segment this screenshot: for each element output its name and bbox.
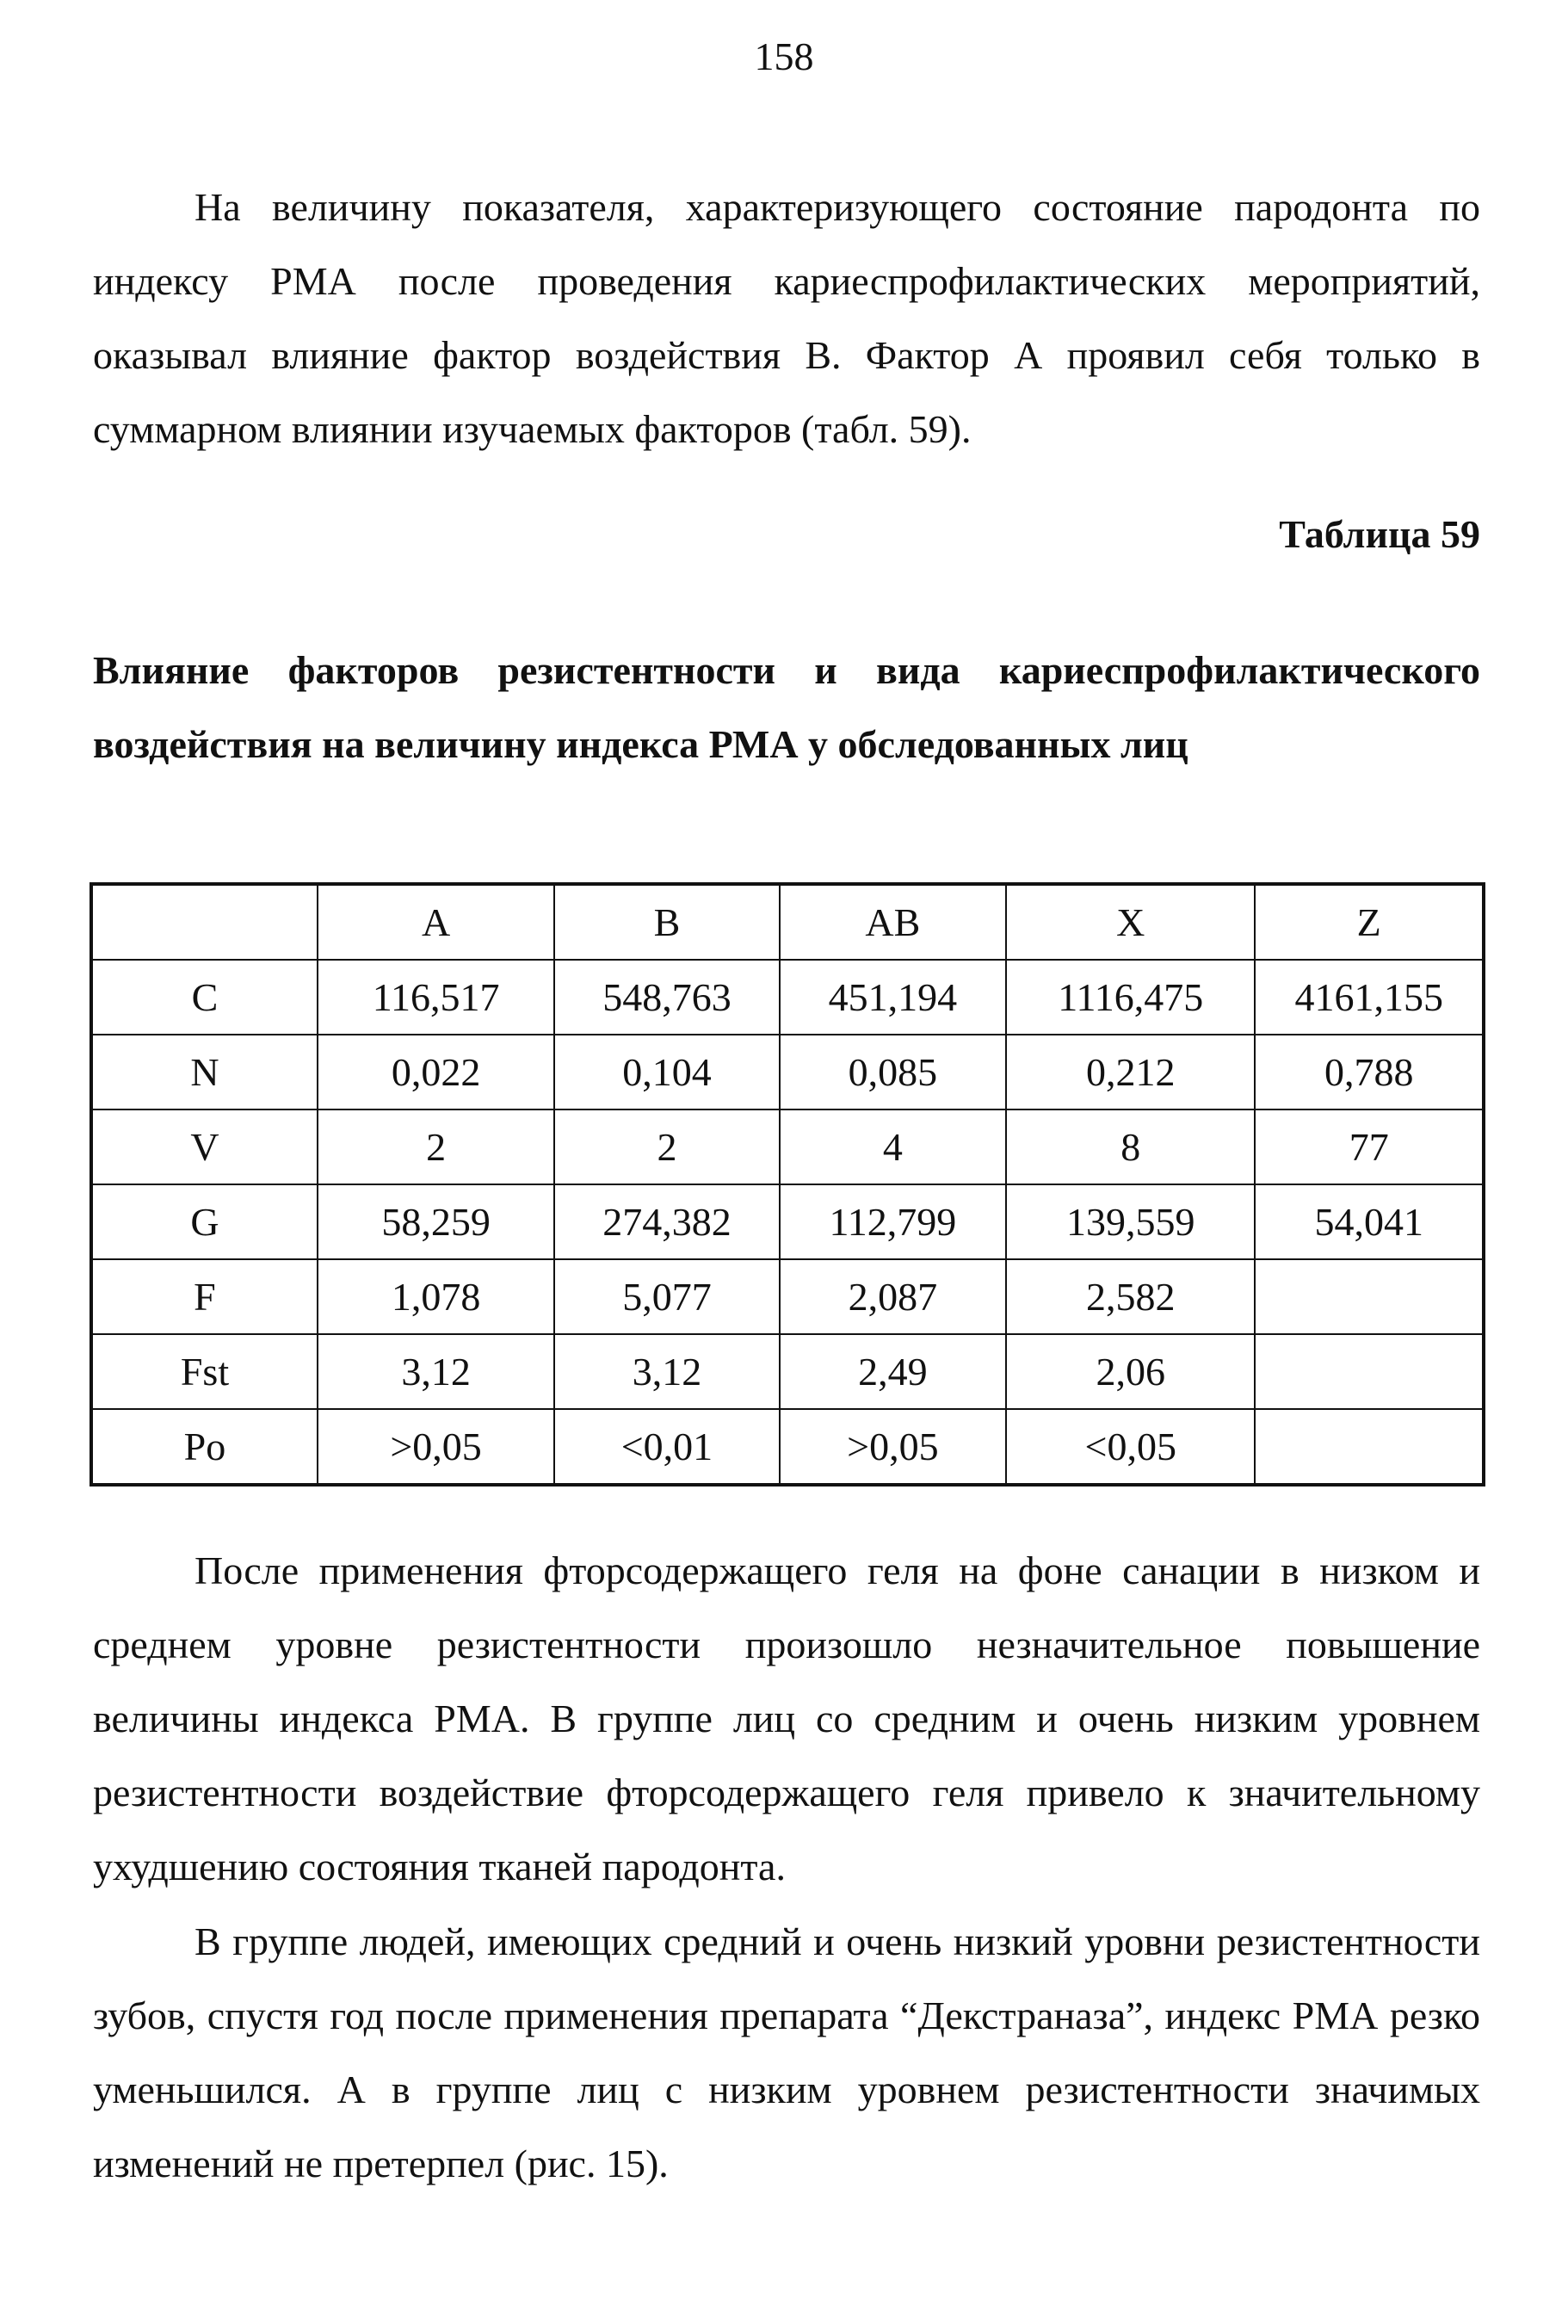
table-row: [91, 1259, 1484, 1334]
table-cell: <0,05: [1006, 1409, 1255, 1485]
table-row: [91, 1109, 1484, 1184]
table-cell: 58,259: [318, 1184, 554, 1259]
table-cell: 0,788: [1255, 1035, 1484, 1109]
table-cell: <0,01: [554, 1409, 779, 1485]
table-header-cell: [91, 884, 318, 960]
paragraph-intro: На величину показателя, характеризующего состояние пародонта по индексу РМА после проведения кариеспрофилактических мероприятий, оказывал влияние фактор воздействия В. Фактор А проявил себя только в суммарном влиянии изучаемых факторов (табл. 59).: [93, 185, 1480, 451]
table-cell: 2: [554, 1109, 779, 1184]
table-row: [91, 1035, 1484, 1109]
table-cell: 2,087: [780, 1259, 1006, 1334]
table-cell: 112,799: [780, 1184, 1006, 1259]
table-row-label: F: [91, 1259, 318, 1334]
table-cell: 139,559: [1006, 1184, 1255, 1259]
table-cell: 5,077: [554, 1259, 779, 1334]
table-cell: 8: [1006, 1109, 1255, 1184]
data-table: [90, 882, 1485, 1486]
table-header-cell: X: [1006, 884, 1255, 960]
table-row-label: V: [91, 1109, 318, 1184]
table-cell: >0,05: [780, 1409, 1006, 1485]
table-label: Таблица 59: [1279, 512, 1480, 556]
table-row: [91, 1184, 1484, 1259]
table-cell: 2,582: [1006, 1259, 1255, 1334]
table-cell: [1255, 1409, 1484, 1485]
table-cell: 77: [1255, 1109, 1484, 1184]
table-cell: 2,06: [1006, 1334, 1255, 1409]
table-header-cell: B: [554, 884, 779, 960]
paragraph-dextranase: В группе людей, имеющих средний и очень низкий уровни резистентности зубов, спустя год после применения препарата “Декстраназа”, индекс РМА резко уменьшился. А в группе лиц с низким уровнем резистентности значимых изменений не претерпел (рис. 15).: [93, 1919, 1480, 2185]
table-cell: 4: [780, 1109, 1006, 1184]
table-cell: 451,194: [780, 960, 1006, 1035]
table-row-label: G: [91, 1184, 318, 1259]
table-row: [91, 1409, 1484, 1485]
table-cell: 1116,475: [1006, 960, 1255, 1035]
table-cell: [1255, 1259, 1484, 1334]
page-number: 158: [754, 34, 814, 78]
table-cell: 54,041: [1255, 1184, 1484, 1259]
table-cell: [1255, 1334, 1484, 1409]
table-row: [91, 960, 1484, 1035]
table-cell: 2: [318, 1109, 554, 1184]
table-cell: 0,022: [318, 1035, 554, 1109]
table-header-cell: Z: [1255, 884, 1484, 960]
table-row-label: Po: [91, 1409, 318, 1485]
table-row-label: C: [91, 960, 318, 1035]
table-cell: 3,12: [318, 1334, 554, 1409]
table-row: [91, 1334, 1484, 1409]
table-cell: 3,12: [554, 1334, 779, 1409]
table-cell: 0,085: [780, 1035, 1006, 1109]
table-cell: 274,382: [554, 1184, 779, 1259]
table-cell: 0,212: [1006, 1035, 1255, 1109]
table-cell: 4161,155: [1255, 960, 1484, 1035]
table-row-label: N: [91, 1035, 318, 1109]
table-cell: 116,517: [318, 960, 554, 1035]
table-cell: 548,763: [554, 960, 779, 1035]
table-cell: >0,05: [318, 1409, 554, 1485]
table-header-cell: AB: [780, 884, 1006, 960]
table-title: Влияние факторов резистентности и вида кариеспрофилактического воздействия на величину индекса РМА у обследованных лиц: [93, 648, 1480, 766]
table-row-label: Fst: [91, 1334, 318, 1409]
table-cell: 1,078: [318, 1259, 554, 1334]
paragraph-fluoride-gel: После применения фторсодержащего геля на фоне санации в низком и среднем уровне резистентности произошло незначительное повышение величины индекса РМА. В группе лиц со средним и очень низким уровнем резистентности воздействие фторсодержащего геля привело к значительному ухудшению состояния тканей пародонта.: [93, 1548, 1480, 1888]
table-header-row: [91, 884, 1484, 960]
table-header-cell: A: [318, 884, 554, 960]
table-cell: 0,104: [554, 1035, 779, 1109]
table-cell: 2,49: [780, 1334, 1006, 1409]
